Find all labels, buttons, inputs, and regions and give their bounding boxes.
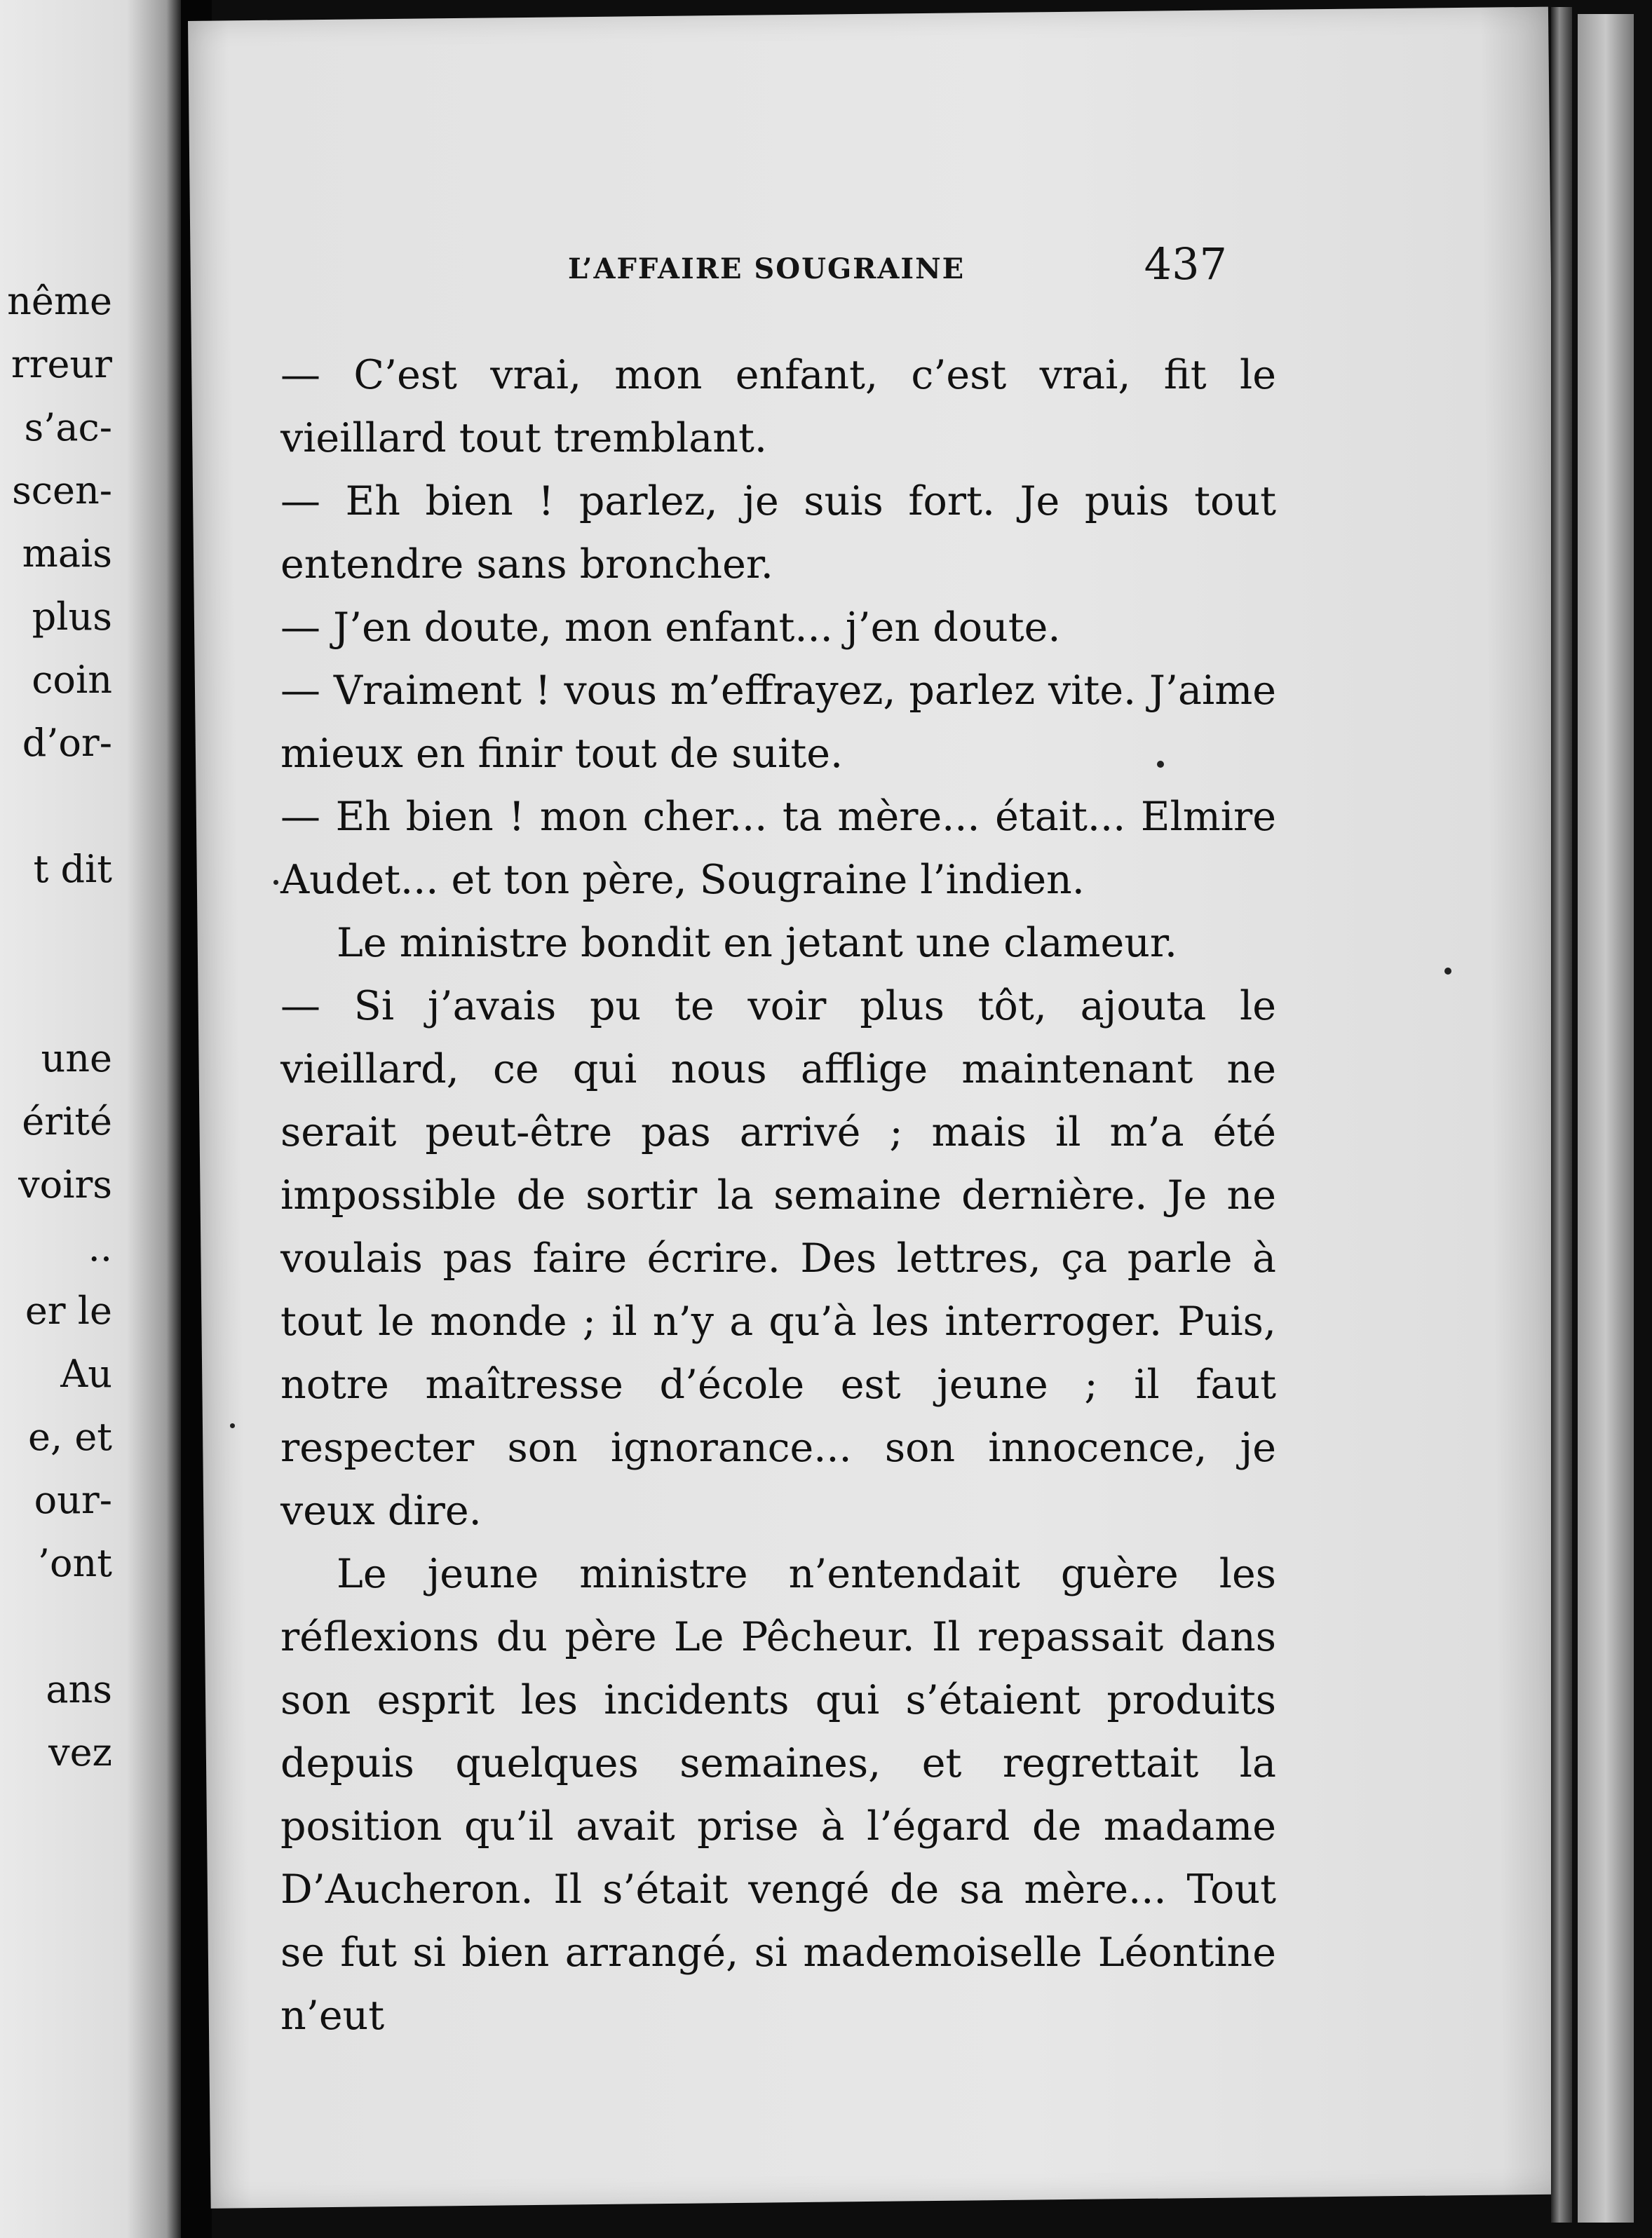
page-header <box>372 238 1248 294</box>
left-page-fragment: vez <box>48 1730 112 1775</box>
left-page-fragment: plus <box>32 595 112 639</box>
left-page-fragment: ans <box>46 1667 112 1711</box>
print-speck <box>273 880 278 885</box>
left-page-fragment: .. <box>88 1226 112 1270</box>
paragraph: — C’est vrai, mon enfant, c’est vrai, fit le vieillard tout tremblant. <box>280 352 1276 461</box>
left-page-fragment: coin <box>32 658 112 702</box>
left-page-fragment: érité <box>22 1099 112 1144</box>
paragraph: Le ministre bondit en jetant une clameur. <box>337 920 1178 966</box>
left-page-fragment: scen- <box>12 468 112 513</box>
page-edge-stack <box>1578 14 1634 2223</box>
paragraph: — J’en doute, mon enfant... j’en doute. <box>280 604 1061 651</box>
paragraph: — Eh bien ! parlez, je suis fort. Je puis tout entendre sans broncher. <box>280 478 1276 588</box>
paragraph: — Eh bien ! mon cher... ta mère... était... Elmire Audet... et ton père, Sougraine l’indien. <box>280 794 1276 903</box>
body-text <box>280 344 1276 2047</box>
left-page-fragment: t dit <box>33 847 112 891</box>
left-page-fragment: ’ont <box>37 1541 112 1585</box>
print-speck <box>1444 968 1451 975</box>
left-page-fragment: rreur <box>11 342 112 386</box>
print-speck <box>1157 761 1164 768</box>
page-number: 437 <box>1144 238 1227 290</box>
left-page-fragment: mais <box>22 531 112 576</box>
left-page-fragment: voirs <box>18 1162 112 1207</box>
page-edge-shadow <box>1551 7 1572 2223</box>
paragraph: — Vraiment ! vous m’effrayez, parlez vite. J’aime mieux en finir tout de suite. <box>280 667 1276 777</box>
left-page-fragment: s’ac- <box>24 405 112 449</box>
left-page-fragment: er le <box>25 1289 112 1333</box>
left-page-fragment: d’or- <box>22 721 112 765</box>
paragraph: — Si j’avais pu te voir plus tôt, ajouta le vieillard, ce qui nous afflige maintenant ne serait peut-être pas arrivé ; mais il m’a été impossible de sortir la semaine dernière. Je ne voulais pas faire écrire. Des lettres, ça parle à tout le monde ; il n’y a qu’à les interroger. Puis, notre maîtresse d’école est jeune ; il faut respecter son ignorance... son innocence, je veux dire. <box>280 983 1276 1534</box>
running-head: L’AFFAIRE SOUGRAINE <box>568 252 966 285</box>
left-facing-page <box>0 0 181 2238</box>
print-speck <box>230 1423 235 1428</box>
left-page-fragment: our- <box>34 1478 112 1522</box>
left-page-fragment: Au <box>60 1352 112 1396</box>
left-page-fragment: une <box>41 1036 112 1080</box>
left-page-fragment: e, et <box>28 1415 112 1459</box>
paragraph: Le jeune ministre n’entendait guère les réflexions du père Le Pêcheur. Il repassait dans son esprit les incidents qui s’étaient produits depuis quelques semaines, et regrettait la position qu’il avait prise à l’égard de madame D’Aucheron. Il s’était vengé de sa mère... Tout se fut si bien arrangé, si mademoiselle Léontine n’eut <box>280 1551 1276 2039</box>
left-page-fragment: nême <box>7 279 112 323</box>
